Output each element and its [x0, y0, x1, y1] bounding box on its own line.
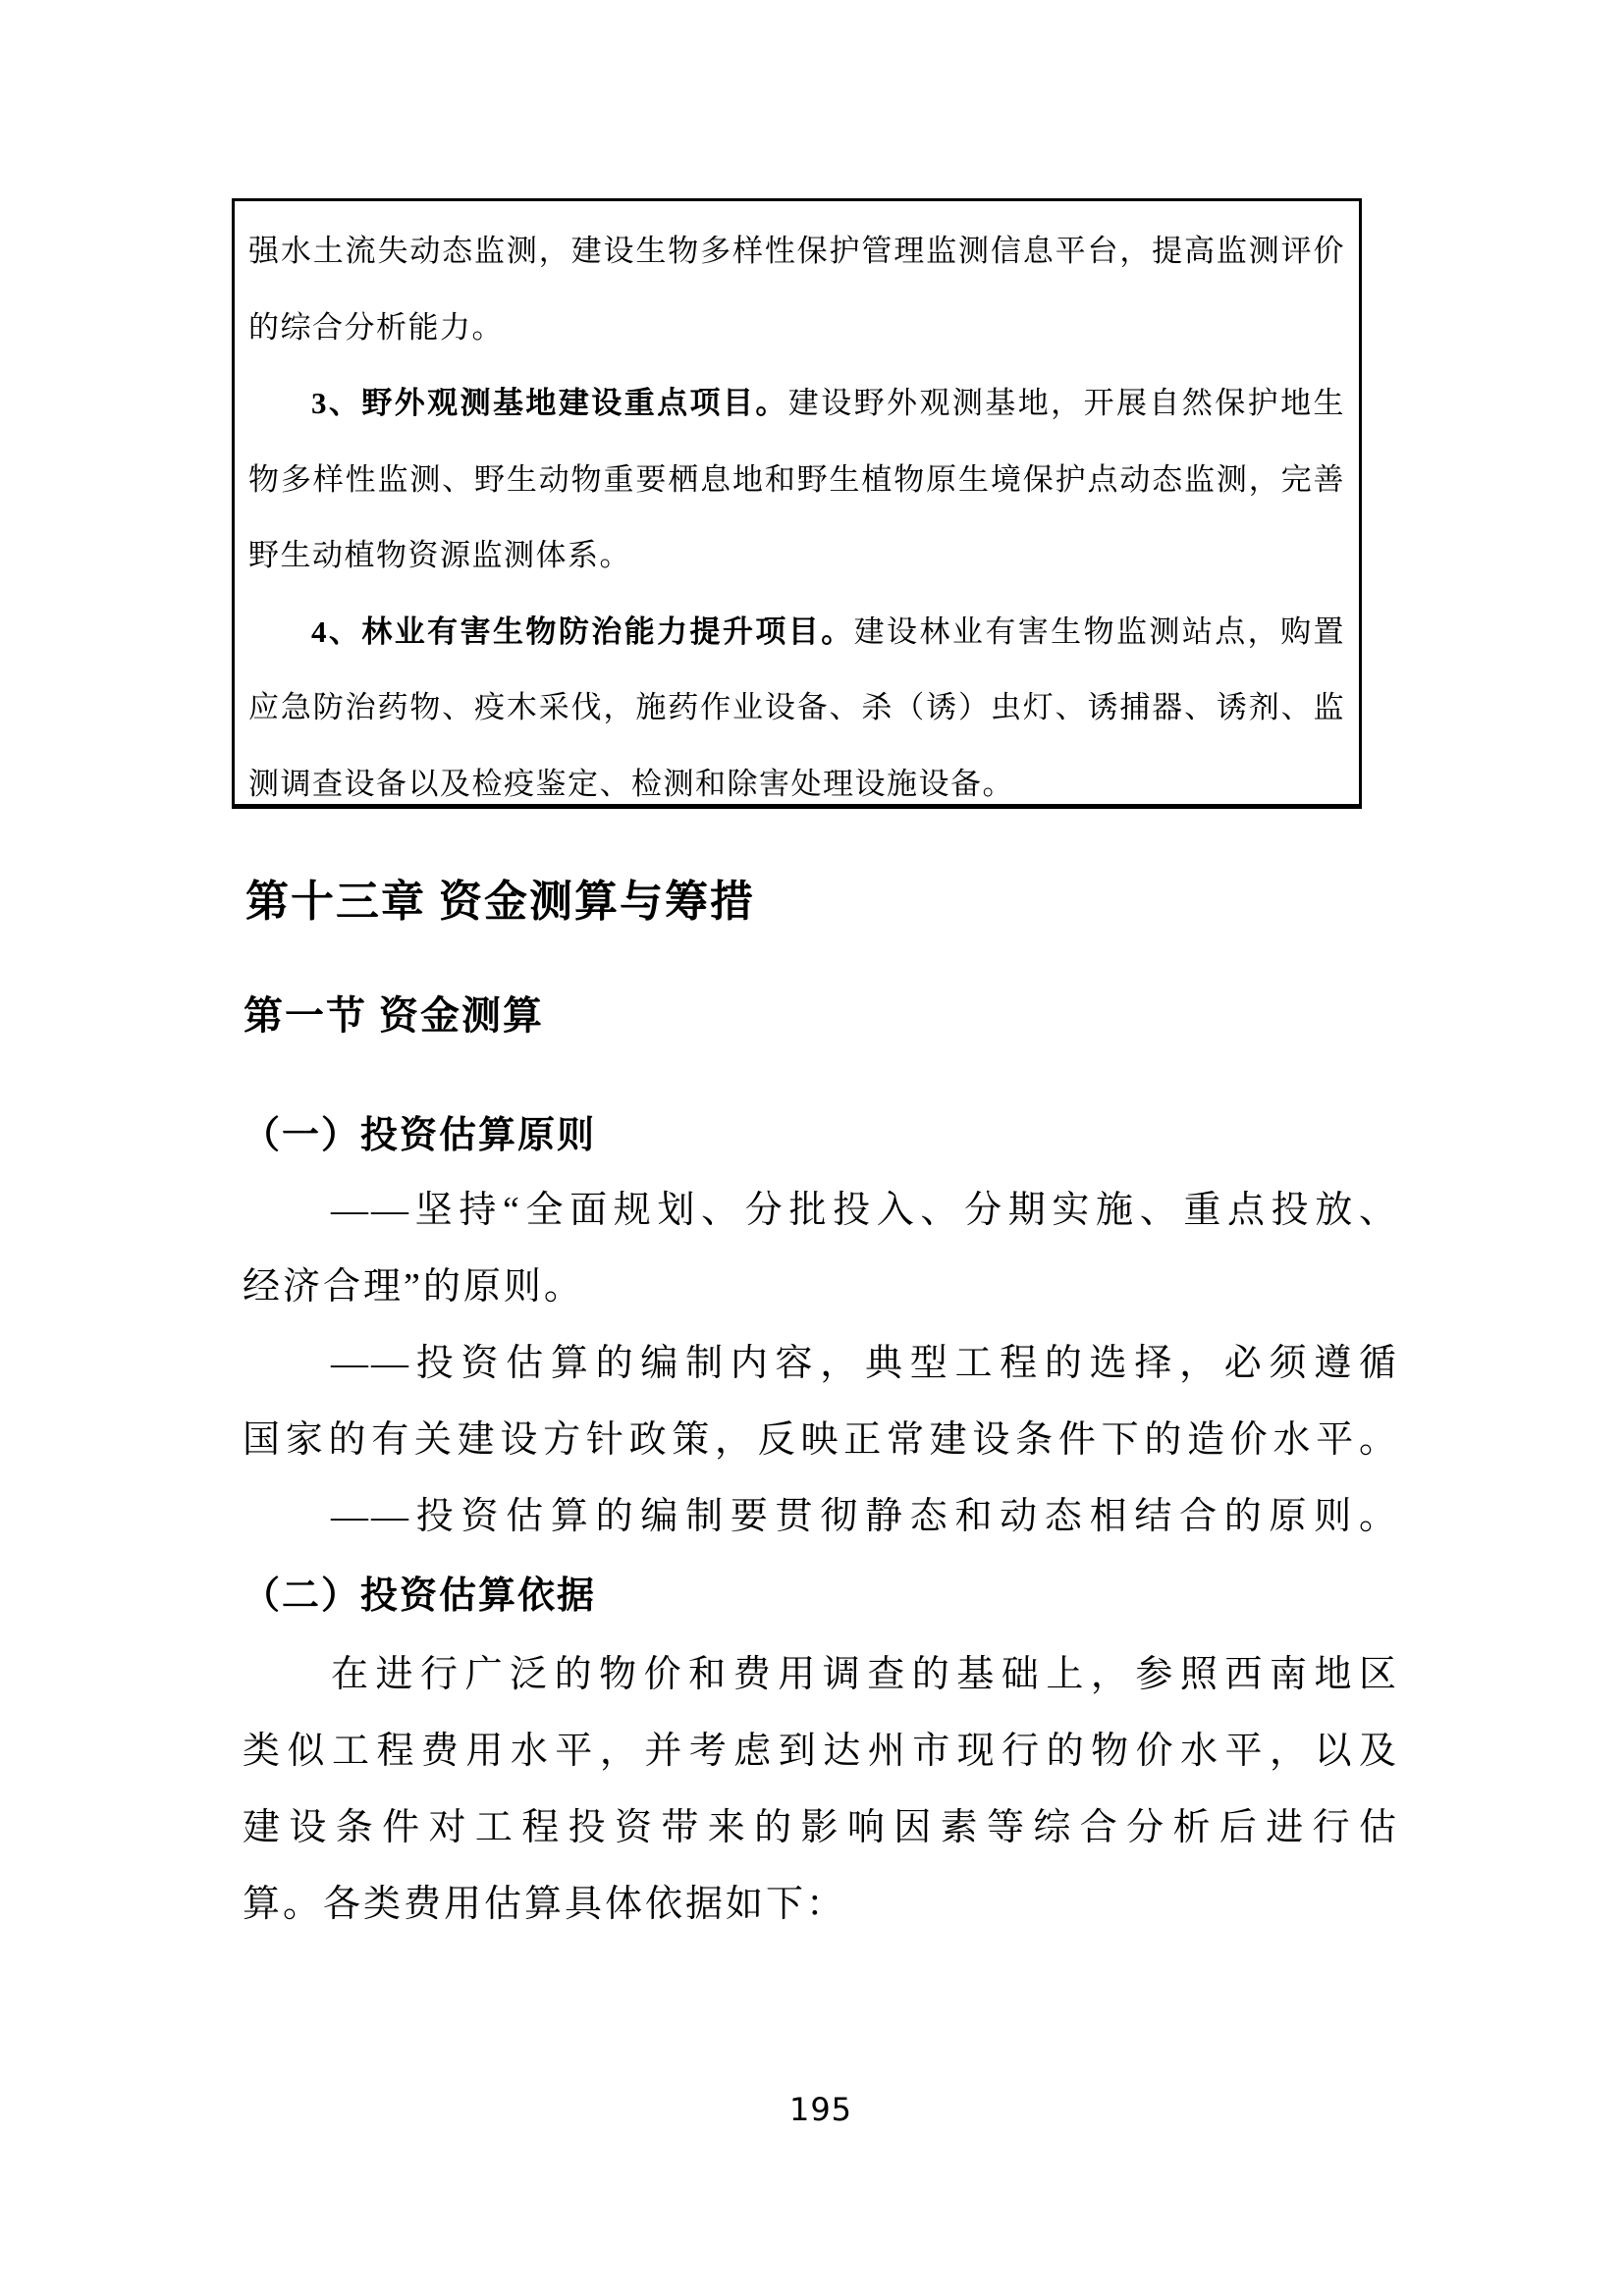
- paragraph-line: ——坚持“全面规划、分批投入、分期实施、重点投放、: [331, 1190, 1399, 1231]
- boxed-note: [232, 198, 1362, 809]
- box-item-4-label: 4、林业有害生物防治能力提升项目。: [311, 614, 854, 649]
- paragraph-line: 在进行广泛的物价和费用调查的基础上，参照西南地区: [331, 1654, 1399, 1695]
- box-line: 强水土流失动态监测，建设生物多样性保护管理监测信息平台，提高监测评价: [248, 234, 1345, 268]
- paragraph-line: 经济合理”的原则。: [243, 1266, 584, 1308]
- box-item-3: [248, 365, 1345, 442]
- paragraph-line: 算。各类费用估算具体依据如下：: [243, 1884, 847, 1925]
- box-item-3-text: 建设野外观测基地，开展自然保护地生: [787, 386, 1346, 420]
- box-line: 野生动植物资源监测体系。: [248, 538, 631, 572]
- box-line: 测调查设备以及检疫鉴定、检测和除害处理设施设备。: [248, 766, 1014, 801]
- box-item-3-label: 3、野外观测基地建设重点项目。: [311, 386, 788, 420]
- subsection-1-title: （一）投资估算原则: [243, 1115, 597, 1156]
- paragraph-line: 国家的有关建设方针政策，反映正常建设条件下的造价水平。: [243, 1419, 1399, 1461]
- box-item-4-text: 建设林业有害生物监测站点，购置: [853, 614, 1346, 649]
- paragraph-line: ——投资估算的编制内容，典型工程的选择，必须遵循: [331, 1343, 1399, 1384]
- box-line: 应急防治药物、疫木采伐，施药作业设备、杀（诱）虫灯、诱捕器、诱剂、监: [248, 690, 1345, 724]
- paragraph-line: 类似工程费用水平，并考虑到达州市现行的物价水平，以及: [243, 1731, 1399, 1772]
- paragraph-line: ——投资估算的编制要贯彻静态和动态相结合的原则。: [331, 1496, 1399, 1537]
- box-item-4: [248, 594, 1345, 670]
- box-line: 物多样性监测、野生动物重要栖息地和野生植物原生境保护点动态监测，完善: [248, 461, 1345, 497]
- page-number: 195: [788, 2091, 853, 2128]
- chapter-title: 第十三章 资金测算与筹措: [245, 878, 755, 926]
- subsection-1-body: [243, 1172, 1399, 1555]
- subsection-2-body: [243, 1636, 1399, 1943]
- paragraph-line: 建设条件对工程投资带来的影响因素等综合分析后进行估: [243, 1807, 1399, 1848]
- box-line: 的综合分析能力。: [248, 309, 504, 345]
- section-title: 第一节 资金测算: [244, 993, 544, 1038]
- subsection-2-title: （二）投资估算依据: [243, 1575, 597, 1617]
